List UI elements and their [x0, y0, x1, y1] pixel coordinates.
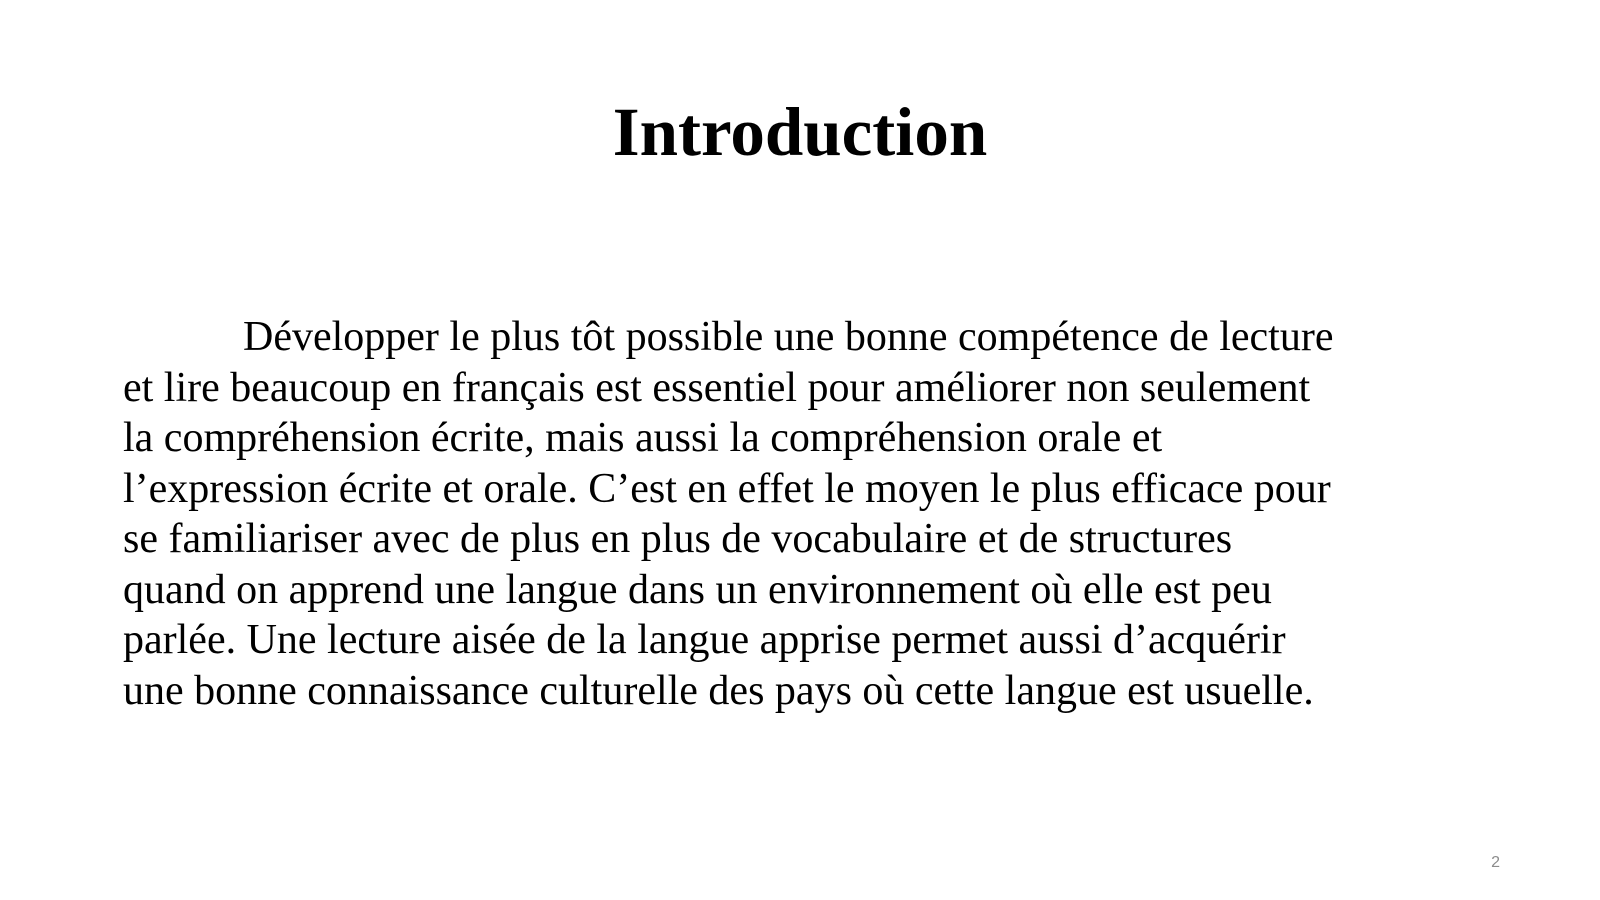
body-paragraph — [123, 312, 1483, 716]
paragraph-line: et lire beaucoup en français est essentiel pour améliorer non seulement — [123, 364, 1311, 411]
paragraph-line: l’expression écrite et orale. C’est en effet le moyen le plus efficace pour — [123, 465, 1331, 512]
paragraph-line: la compréhension écrite, mais aussi la compréhension orale et — [123, 415, 1163, 461]
paragraph-line: une bonne connaissance culturelle des pays où cette langue est usuelle. — [123, 667, 1314, 714]
paragraph-line: quand on apprend une langue dans un environnement où elle est peu — [123, 566, 1272, 613]
paragraph-line: parlée. Une lecture aisée de la langue apprise permet aussi d’acquérir — [123, 617, 1286, 663]
page-number: 2 — [1491, 854, 1500, 871]
paragraph-line: se familiariser avec de plus en plus de vocabulaire et de structures — [123, 516, 1233, 562]
paragraph-line: Développer le plus tôt possible une bonne compétence de lecture — [243, 314, 1334, 360]
slide-title: Introduction — [612, 94, 988, 170]
